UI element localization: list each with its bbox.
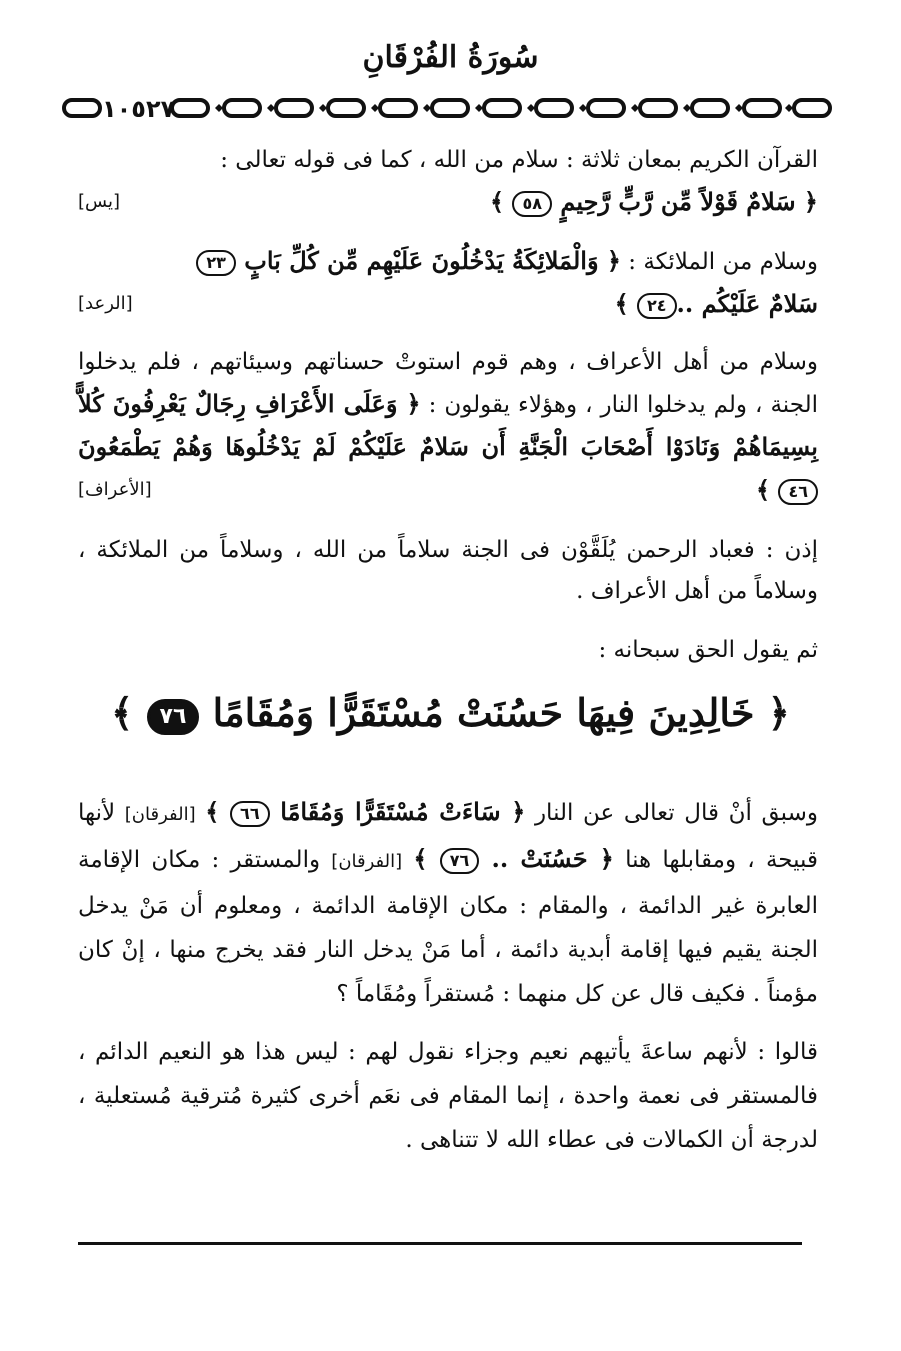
surah-title: سُورَةُ الفُرْقَانِ bbox=[362, 40, 539, 75]
quran-verse: ﴿ حَسُنَتْ .. ٧٦ ﴾ bbox=[413, 844, 614, 873]
surah-reference: [الرعد] bbox=[78, 293, 133, 314]
surah-reference: [الفرقان] bbox=[331, 851, 403, 872]
paragraph-text: وسلام من أهل الأعراف ، وهم قوم استوتْ حسناتهم وسيئاتهم ، فلم يدخلوا الجنة ، ولم يدخلوا النار ، وهؤلاء يقولون : bbox=[78, 349, 818, 418]
commentary-section-2 bbox=[78, 790, 818, 1162]
paragraph-text: والمستقر : مكان الإقامة العابرة غير الدائمة ، والمقام : مكان الإقامة الدائمة ، ومعلوم أن مَنْ يدخل الجنة يقيم فيها إقامة أبدية دائمة ، أما مَنْ يدخل النار فقد يخرج منها ، إنْ كان مؤمناً . فكيف قال عن كل منهما : مُستقراً ومُقَاماً ؟ bbox=[78, 847, 818, 1007]
paragraph-4 bbox=[78, 530, 818, 612]
ornamental-border bbox=[62, 94, 832, 122]
paragraph-2 bbox=[78, 240, 818, 283]
surah-reference: [الأعراف] bbox=[78, 479, 152, 500]
commentary-section-1 bbox=[78, 140, 818, 671]
featured-verse-text: ﴿ خَالِدِينَ فِيهَا حَسُنَتْ مُسْتَقَرًّا وَمُقَامًا bbox=[212, 690, 790, 735]
quran-verse: ﴿ سَلامٌ قَوْلاً مِّن رَّبٍّ رَّحِيمٍ ٥٨ ﴾ bbox=[490, 187, 818, 216]
paragraph-7 bbox=[78, 1030, 818, 1162]
featured-verse: ﴿ خَالِدِينَ فِيهَا حَسُنَتْ مُسْتَقَرًّا وَمُقَامًا ٧٦ ﴾ bbox=[111, 690, 790, 735]
ayah-number: ٢٣ bbox=[196, 250, 236, 276]
quran-verse: ﴿ وَالْمَلائِكَةُ يَدْخُلُونَ عَلَيْهِم مِّن كُلِّ بَابٍ ٢٣ bbox=[196, 246, 621, 275]
paragraph-text: وسبق أنْ قال تعالى عن النار bbox=[534, 800, 819, 826]
paragraph-text: قالوا : لأنهم ساعةَ يأتيهم نعيم وجزاء نقول لهم : ليس هذا هو النعيم الدائم ، فالمستقر فى نعمة واحدة ، إنما المقام فى نعَم أخرى كثيرة مُترقية مُستعلية ، لدرجة أن الكمالات فى عطاء الله لا تتناهى . bbox=[78, 1039, 818, 1153]
surah-reference: [يس] bbox=[78, 191, 121, 212]
paragraph-6 bbox=[78, 790, 818, 1016]
paragraph-1 bbox=[78, 140, 818, 181]
verse-line-raad bbox=[78, 283, 818, 324]
ayah-number: ٥٨ bbox=[512, 191, 552, 217]
quran-verse: ﴿ وَعَلَى الأَعْرَافِ رِجَالٌ يَعْرِفُونَ كُلاًّ بِسِيمَاهُمْ وَنَادَوْا أَصْحَابَ الْجَنَّةِ أَن سَلامٌ عَلَيْكُمْ لَمْ يَدْخُلُوهَا وَهُمْ يَطْمَعُونَ ٤٦ ﴾ bbox=[78, 389, 818, 504]
ayah-number: ٧٦ bbox=[440, 848, 480, 874]
bottom-divider bbox=[78, 1242, 802, 1245]
quran-verse: ﴿ سَاءَتْ مُسْتَقَرًّا وَمُقَامًا ٦٦ ﴾ bbox=[205, 797, 526, 826]
verse-line-yasin bbox=[78, 181, 818, 222]
page-number: ١٠٥٢٧ bbox=[102, 95, 176, 123]
paragraph-text: لأنها قبيحة ، ومقابلها هنا bbox=[78, 800, 818, 873]
surah-reference: [الفرقان] bbox=[124, 804, 196, 825]
paragraph-text: وسلام من الملائكة : bbox=[628, 249, 818, 275]
paragraph-text: القرآن الكريم بمعان ثلاثة : سلام من الله ، كما فى قوله تعالى : bbox=[220, 147, 818, 173]
paragraph-text: إذن : فعباد الرحمن يُلَقَّوْن فى الجنة سلاماً من الله ، وسلاماً من الملائكة ، وسلاماً من أهل الأعراف . bbox=[78, 537, 818, 604]
paragraph-text: ثم يقول الحق سبحانه : bbox=[598, 637, 818, 663]
paragraph-5 bbox=[78, 630, 818, 671]
paragraph-3 bbox=[78, 342, 818, 512]
ayah-number: ٢٤ bbox=[637, 293, 677, 319]
featured-ayah-number: ٧٦ bbox=[147, 699, 200, 735]
quran-verse: سَلامٌ عَلَيْكُم ..٢٤ ﴾ bbox=[614, 289, 818, 318]
ayah-number: ٦٦ bbox=[230, 801, 270, 827]
ayah-number: ٤٦ bbox=[778, 479, 818, 505]
